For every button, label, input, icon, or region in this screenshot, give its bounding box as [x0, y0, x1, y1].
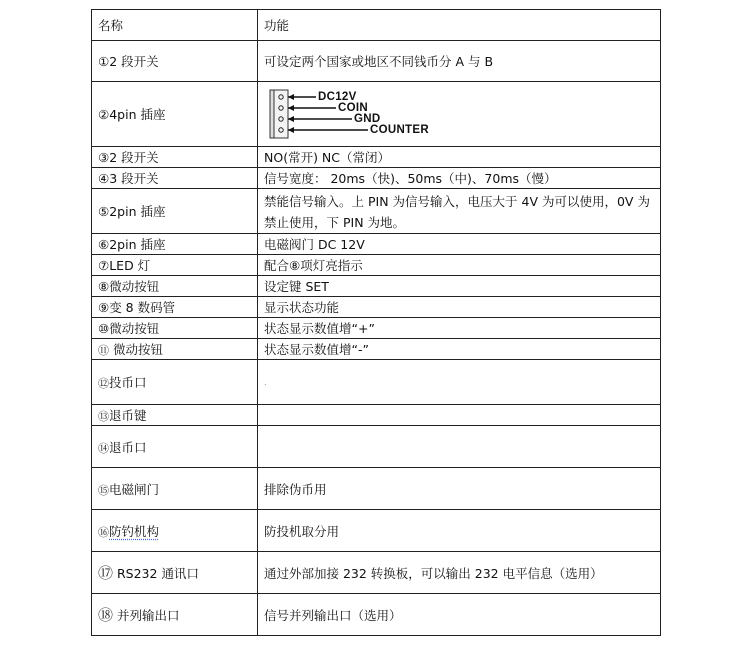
row-function: 配合⑧项灯亮指示 [258, 255, 661, 276]
row-function: 通过外部加接 232 转换板，可以输出 232 电平信息（选用） [258, 552, 661, 594]
row-number: ⑫ [98, 377, 109, 390]
row-name: ④3 段开关 [92, 168, 258, 189]
row-label: 防钓机构 [109, 523, 160, 539]
table-row [92, 360, 661, 405]
pin-label-dc12v: DC12V [318, 91, 357, 103]
row-function: 信号并列输出口（选用） [258, 594, 661, 636]
pin-label-counter: COUNTER [370, 124, 429, 136]
row-function [258, 426, 661, 468]
row-number: ⑭ [98, 441, 109, 455]
row-number: ⑪ [98, 344, 109, 357]
table-row [92, 189, 661, 234]
header-name: 名称 [92, 10, 258, 41]
table-row [92, 82, 661, 147]
row-function [258, 82, 661, 147]
row-label: 电磁闸门 [109, 481, 160, 497]
table-row [92, 426, 661, 468]
row-label: 退币口 [109, 439, 147, 455]
row-number: ⑱ [98, 606, 114, 624]
row-function: 状态显示数值增“+” [258, 318, 661, 339]
row-name [92, 552, 258, 594]
table-row [92, 147, 661, 168]
table-row [92, 594, 661, 636]
row-number: ⑮ [98, 483, 109, 497]
row-function: . [258, 360, 661, 405]
table-row [92, 168, 661, 189]
row-function: 可设定两个国家或地区不同钱币分 A 与 B [258, 41, 661, 82]
row-function: 状态显示数值增“-” [258, 339, 661, 360]
row-number: ⑬ [98, 410, 109, 423]
row-function: NO(常开) NC（常闭） [258, 147, 661, 168]
row-name: ②4pin 插座 [92, 82, 258, 147]
row-function: 设定键 SET [258, 276, 661, 297]
table-row [92, 552, 661, 594]
row-name [92, 405, 258, 426]
row-name [92, 360, 258, 405]
table-row [92, 405, 661, 426]
row-label: 投币口 [109, 375, 147, 390]
row-function: 电磁阀门 DC 12V [258, 234, 661, 255]
row-name: ①2 段开关 [92, 41, 258, 82]
table-row [92, 468, 661, 510]
table-row [92, 234, 661, 255]
row-name: ⑤2pin 插座 [92, 189, 258, 234]
row-function: 排除伪币用 [258, 468, 661, 510]
pin-connector-diagram [264, 88, 464, 140]
row-number: ⑯ [98, 525, 109, 539]
row-name [92, 510, 258, 552]
table-header-row [92, 10, 661, 41]
row-name [92, 594, 258, 636]
table-row [92, 41, 661, 82]
row-name: ⑨变 8 数码管 [92, 297, 258, 318]
row-label: 退币键 [109, 408, 147, 423]
pin-label-coin: COIN [338, 102, 368, 114]
table-row [92, 339, 661, 360]
table-row [92, 318, 661, 339]
row-name [92, 468, 258, 510]
table-row [92, 297, 661, 318]
spec-table [91, 9, 661, 636]
row-function: 防投机取分用 [258, 510, 661, 552]
table-row [92, 276, 661, 297]
row-function [258, 405, 661, 426]
table-row [92, 510, 661, 552]
header-function: 功能 [258, 10, 661, 41]
table-row [92, 255, 661, 276]
row-name: ③2 段开关 [92, 147, 258, 168]
row-function: 显示状态功能 [258, 297, 661, 318]
row-name [92, 339, 258, 360]
row-name [92, 426, 258, 468]
row-name: ⑩微动按钮 [92, 318, 258, 339]
row-label: 并列输出口 [113, 608, 180, 623]
row-function: 信号宽度： 20ms（快)、50ms（中)、70ms（慢） [258, 168, 661, 189]
row-label: RS232 通讯口 [113, 566, 199, 581]
row-name: ⑧微动按钮 [92, 276, 258, 297]
row-name: ⑥2pin 插座 [92, 234, 258, 255]
row-label: 微动按钮 [109, 342, 163, 357]
row-function: 禁能信号输入。上 PIN 为信号输入，电压大于 4V 为可以使用，0V 为禁止使用，下 PIN 为地。 [258, 189, 661, 234]
pin-label-gnd: GND [354, 113, 381, 125]
row-number: ⑰ [98, 564, 114, 582]
row-name: ⑦LED 灯 [92, 255, 258, 276]
